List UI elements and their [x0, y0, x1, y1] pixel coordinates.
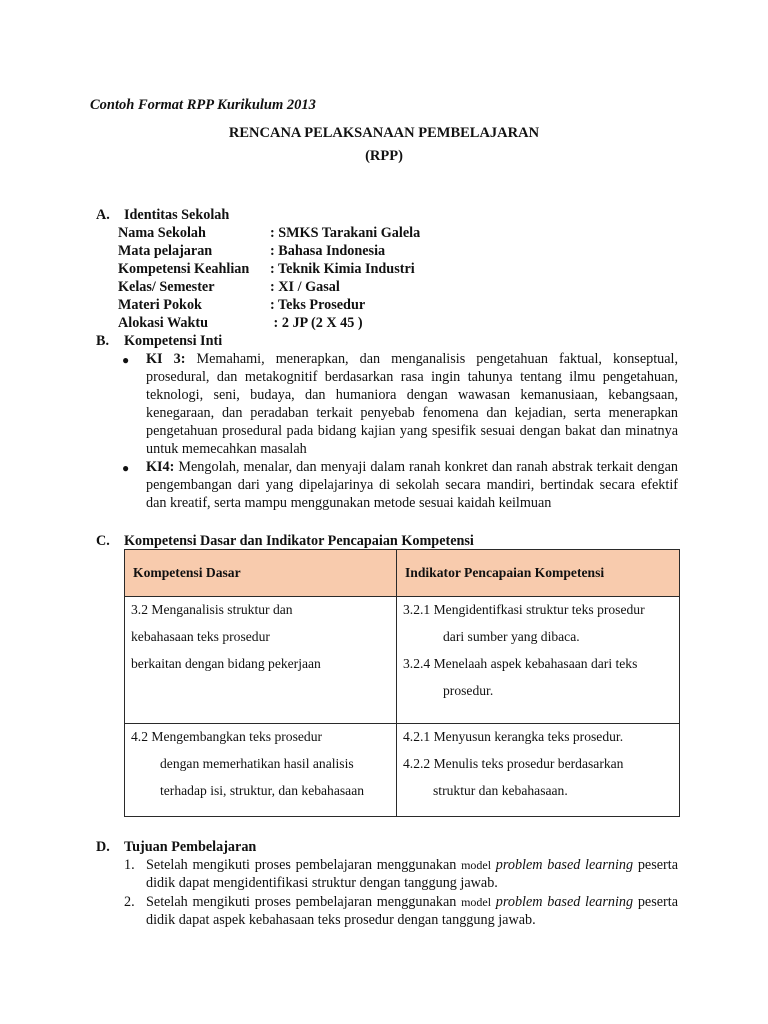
section-b-heading [96, 332, 222, 350]
ident-row-mata-pelajaran [118, 242, 385, 260]
ident-label: Materi Pokok [118, 297, 202, 313]
tujuan-pre: Setelah mengikuti proses pembelajaran menggunakan [146, 894, 457, 910]
ident-value: : SMKS Tarakani Galela [270, 225, 421, 241]
cell-line: 3.2.4 Menelaah aspek kebahasaan dari teks [403, 656, 638, 671]
tujuan-number: 1. [124, 857, 135, 873]
section-c-heading [96, 532, 474, 550]
cell-line: dengan memerhatikan hasil analisis [160, 756, 354, 771]
section-c-letter: C. [96, 533, 110, 549]
cell-line: struktur dan kebahasaan. [433, 783, 568, 798]
cell-line: 3.2 Menganalisis struktur dan [131, 602, 293, 617]
ident-label: Kompetensi Keahlian [118, 261, 250, 277]
tujuan-rest: peserta didik dapat mengidentifikasi struktur dengan tanggung jawab. [146, 857, 678, 891]
section-d-letter: D. [96, 839, 110, 855]
table-header-row [125, 550, 680, 597]
ki4-label: KI4: [146, 459, 175, 475]
ident-label: Nama Sekolah [118, 225, 206, 241]
tujuan-rest: peserta didik dapat aspek kebahasaan teks prosedur dengan tanggung jawab. [146, 894, 678, 928]
tujuan-model: model [461, 858, 492, 872]
ident-value: : Bahasa Indonesia [270, 243, 386, 259]
cell-line: berkaitan dengan bidang pekerjaan [131, 656, 321, 671]
section-b-letter: B. [96, 333, 110, 349]
ident-row-alokasi-waktu [118, 314, 363, 332]
cell-line: 4.2.2 Menulis teks prosedur berdasarkan [403, 756, 624, 771]
ident-value: : Teks Prosedur [270, 297, 366, 313]
ident-value: : Teknik Kimia Industri [270, 261, 415, 277]
header-kompetensi-dasar: Kompetensi Dasar [125, 550, 397, 597]
format-note: Contoh Format RPP Kurikulum 2013 [90, 97, 316, 113]
section-d-title: Tujuan Pembelajaran [124, 839, 257, 855]
section-c-title: Kompetensi Dasar dan Indikator Pencapaian Kompetensi [124, 533, 474, 549]
cell-line: 4.2 Mengembangkan teks prosedur [131, 729, 323, 744]
ident-value: : XI / Gasal [270, 279, 340, 295]
cell-line: dari sumber yang dibaca. [443, 629, 580, 644]
bullet-icon: ● [122, 461, 130, 475]
tujuan-number: 2. [124, 894, 135, 910]
kd-ipk-table [124, 549, 680, 817]
section-b-title: Kompetensi Inti [124, 333, 223, 349]
header-indikator: Indikator Pencapaian Kompetensi [397, 550, 680, 597]
tujuan-item [146, 856, 678, 892]
ident-row-nama-sekolah [118, 224, 420, 242]
document-subtitle: (RPP) [365, 148, 403, 164]
tujuan-pre: Setelah mengikuti proses pembelajaran menggunakan [146, 857, 457, 873]
ki3-paragraph [146, 350, 678, 458]
ident-label: Alokasi Waktu [118, 315, 209, 331]
section-a-title: Identitas Sekolah [124, 207, 230, 223]
table-row [125, 724, 680, 817]
cell-line: terhadap isi, struktur, dan kebahasaan [160, 783, 365, 798]
kd-cell-4-2 [125, 724, 397, 817]
document-title: RENCANA PELAKSANAAN PEMBELAJARAN [228, 125, 540, 141]
table-row [125, 597, 680, 724]
ident-row-materi-pokok [118, 296, 365, 314]
section-d-heading [96, 838, 256, 856]
ki4-text: Mengolah, menalar, dan menyaji dalam ranah konkret dan ranah abstrak terkait dengan pengembangan dari yang dipelajarinya di sekolah secara mandiri, bertindak secara efektif dan kreatif, serta mampu menggunakan metode sesuai kaidah keilmuan [146, 459, 679, 511]
ident-row-kelas-semester [118, 278, 340, 296]
cell-line: 3.2.1 Mengidentifkasi struktur teks prosedur [403, 602, 645, 617]
ipk-cell-3-2 [397, 597, 680, 724]
ident-label: Kelas/ Semester [118, 279, 215, 295]
ident-value: : 2 JP (2 X 45 ) [270, 315, 363, 331]
tujuan-italic: problem based learning [495, 894, 634, 910]
cell-line: kebahasaan teks prosedur [131, 629, 270, 644]
ki3-text: Memahami, menerapkan, dan menganalisis pengetahuan faktual, konseptual, prosedural, dan metakognitif berdasarkan rasa ingin tahunya tentang ilmu pengetahuan, teknologi, seni, budaya, dan humaniora dengan wawasan kemanusiaan, kebangsaan, kenegaraan, dan peradaban terkait penyebab fenomena dan kejadian, serta menerapkan pengetahuan prosedural pada bidang kajian yang spesifik sesuai dengan bakat dan minatnya untuk memecahkan masalah [146, 351, 679, 457]
section-a-heading [96, 206, 229, 224]
cell-line: 4.2.1 Menyusun kerangka teks prosedur. [403, 729, 624, 744]
ki4-paragraph [146, 458, 678, 512]
ipk-cell-4-2 [397, 724, 680, 817]
ki3-label: KI 3: [146, 351, 186, 367]
tujuan-item [146, 893, 678, 929]
bullet-icon: ● [122, 353, 130, 367]
ident-label: Mata pelajaran [118, 243, 213, 259]
tujuan-model: model [461, 895, 492, 909]
ident-row-kompetensi-keahlian [118, 260, 415, 278]
cell-line: prosedur. [443, 683, 494, 698]
kd-cell-3-2 [125, 597, 397, 724]
tujuan-italic: problem based learning [495, 857, 634, 873]
section-a-letter: A. [96, 207, 110, 223]
